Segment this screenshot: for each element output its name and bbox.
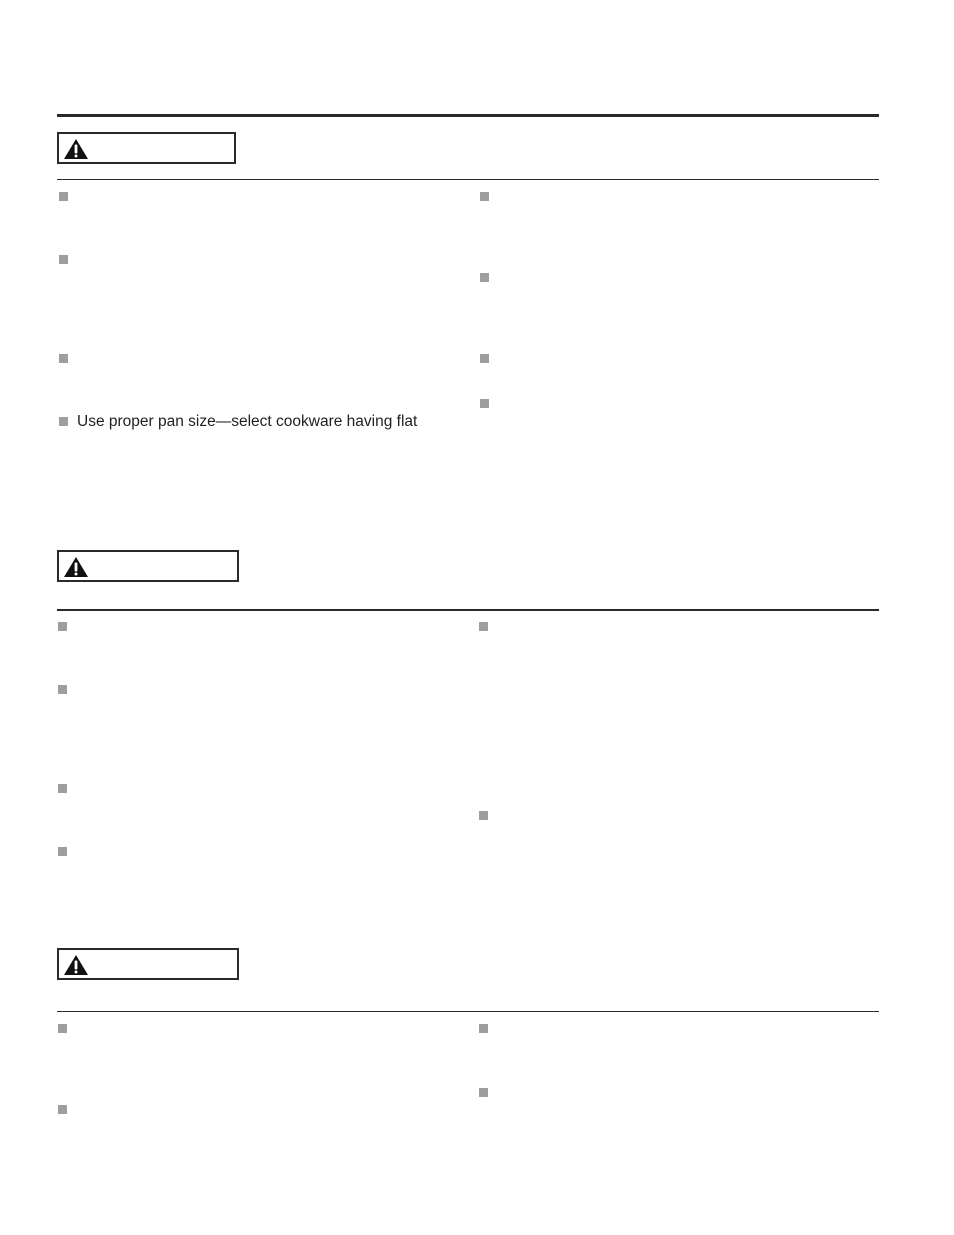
section-rule [57, 1011, 879, 1012]
bullet-marker [58, 847, 67, 856]
section-rule [57, 179, 879, 180]
warning-label-box [57, 550, 239, 582]
bullet-marker [480, 354, 489, 363]
section-rule [57, 609, 879, 611]
bullet-marker [479, 1088, 488, 1097]
bullet-marker [58, 685, 67, 694]
bullet-marker [480, 273, 489, 282]
bullet-marker [58, 622, 67, 631]
bullet-marker [58, 1024, 67, 1033]
top-rule [57, 114, 879, 117]
bullet-marker [59, 192, 68, 201]
bullet-marker [59, 255, 68, 264]
warning-triangle-icon [63, 138, 89, 160]
bullet-marker [479, 1024, 488, 1033]
bullet-marker [479, 622, 488, 631]
warning-label-box [57, 948, 239, 980]
warning-triangle-icon [63, 556, 89, 578]
bullet-marker [59, 417, 68, 426]
bullet-marker [480, 192, 489, 201]
warning-triangle-icon [63, 954, 89, 976]
bullet-marker [480, 399, 489, 408]
bullet-marker [59, 354, 68, 363]
bullet-marker [58, 1105, 67, 1114]
safety-instruction-text: Use proper pan size—select cookware having flat [77, 413, 418, 430]
bullet-marker [479, 811, 488, 820]
bullet-marker [58, 784, 67, 793]
warning-label-box [57, 132, 236, 164]
